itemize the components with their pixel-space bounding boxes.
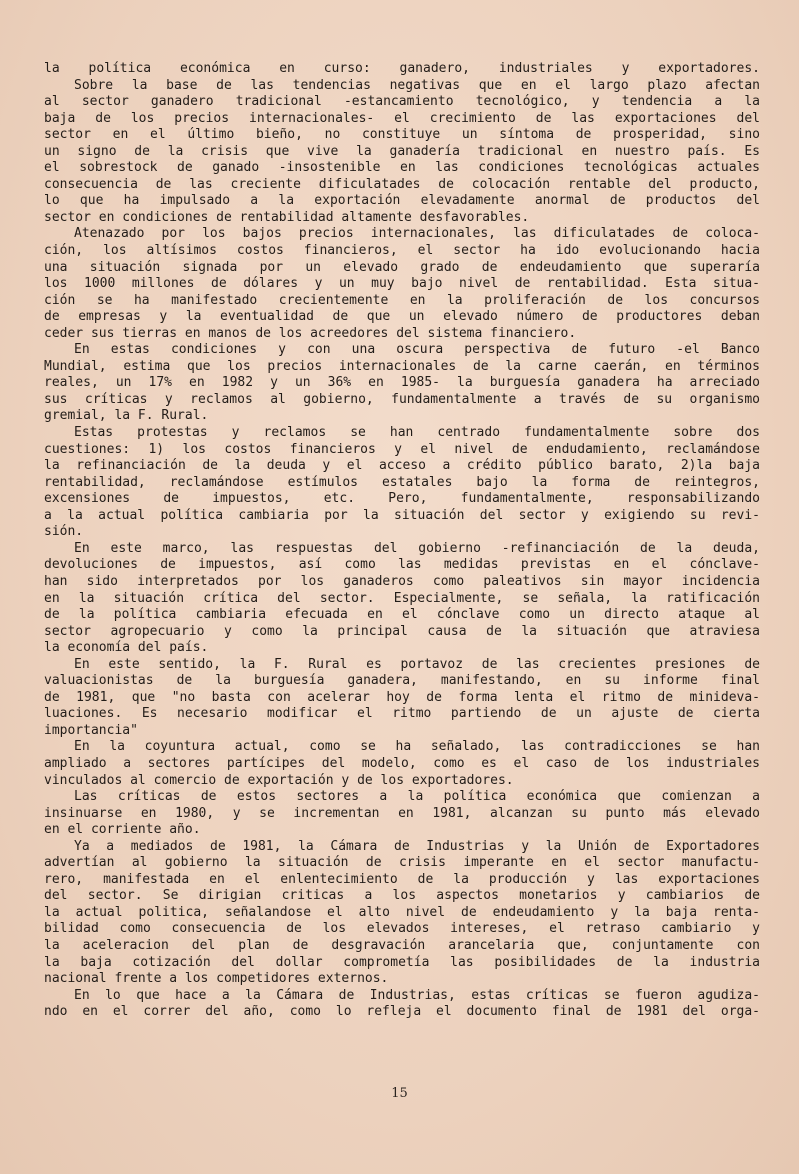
text-line: Ya a mediados de 1981, la Cámara de Industrias y la Unión de Exportadores [74, 838, 760, 854]
text-line: Estas protestas y reclamos se han centrado fundamentalmente sobre dos [74, 425, 760, 441]
text-line: Las críticas de estos sectores a la política económica que comienzan a [74, 789, 760, 805]
body-text [44, 61, 760, 1021]
text-line: la refinanciación de la deuda y el acceso a crédito público barato, 2)la baja [44, 458, 760, 474]
text-line: sector agropecuario y como la principal causa de la situación que atraviesa [44, 623, 760, 639]
text-line: a la actual política cambiaria por la situación del sector y exigiendo su revi- [44, 507, 760, 523]
text-line: el sobrestock de ganado -insostenible en las condiciones tecnológicas actuales [44, 160, 760, 176]
text-line: al sector ganadero tradicional -estancamiento tecnológico, y tendencia a la [44, 94, 760, 110]
text-line: vinculados al comercio de exportación y de los exportadores. [44, 772, 514, 788]
text-line: la economía del país. [44, 640, 209, 656]
text-line: advertían al gobierno la situación de crisis imperante en el sector manufactu- [44, 855, 760, 871]
text-line: Mundial, estima que los precios internacionales de la carne caerán, en términos [44, 358, 760, 374]
text-line: Sobre la base de las tendencias negativas que en el largo plazo afectan [74, 77, 760, 93]
text-line: de empresas y la eventualidad de que un elevado número de productores deban [44, 309, 760, 325]
text-line: en la situación crítica del sector. Especialmente, se señala, la ratificación [44, 590, 760, 606]
text-line: ampliado a sectores partícipes del modelo, como es el caso de los industriales [44, 755, 760, 771]
page-number: 15 [391, 1086, 408, 1101]
text-line: la política económica en curso: ganadero, industriales y exportadores. [44, 61, 760, 76]
text-line: los 1000 millones de dólares y un muy bajo nivel de rentabilidad. Esta situa- [44, 276, 760, 292]
text-line: sector en el último bieño, no constituye un síntoma de prosperidad, sino [44, 127, 760, 143]
text-line: En estas condiciones y con una oscura perspectiva de futuro -el Banco [74, 342, 760, 358]
text-line: rero, manifestada en el enlentecimiento de la producción y las exportaciones [44, 871, 760, 887]
text-line: reales, un 17% en 1982 y un 36% en 1985- la burguesía ganadera ha arreciado [44, 375, 760, 391]
text-line: de 1981, que "no basta con acelerar hoy de forma lenta el ritmo de minideva- [44, 689, 760, 705]
text-line: luaciones. Es necesario modificar el ritmo partiendo de un ajuste de cierta [44, 706, 760, 722]
text-line: del sector. Se dirigian criticas a los aspectos monetarios y cambiarios de [44, 888, 760, 904]
text-line: En este sentido, la F. Rural es portavoz de las crecientes presiones de [74, 656, 760, 672]
text-line: rentabilidad, reclamándose estímulos estatales bajo la forma de reintegros, [44, 474, 760, 490]
text-line: insinuarse en 1980, y se incrementan en 1981, alcanzan su punto más elevado [44, 805, 760, 821]
text-line: ceder sus tierras en manos de los acreedores del sistema financiero. [44, 325, 577, 341]
text-line: baja de los precios internacionales- el crecimiento de las exportaciones del [44, 110, 760, 126]
text-line: ndo en el correr del año, como lo refleja el documento final de 1981 del orga- [44, 1004, 760, 1020]
text-line: ción se ha manifestado crecientemente en la proliferación de los concursos [44, 292, 760, 308]
text-line: bilidad como consecuencia de los elevados intereses, el retraso cambiario y [44, 921, 760, 937]
text-line: la baja cotización del dollar comprometía las posibilidades de la industria [44, 954, 760, 970]
text-line: de la política cambiaria efecuada en el cónclave como un directo ataque al [44, 607, 760, 623]
text-line: gremial, la F. Rural. [44, 408, 209, 424]
text-line: una situación signada por un elevado grado de endeudamiento que superaría [44, 259, 760, 275]
text-line: nacional frente a los competidores externos. [44, 971, 389, 987]
text-line: En la coyuntura actual, como se ha señalado, las contradicciones se han [74, 739, 760, 755]
text-line: excensiones de impuestos, etc. Pero, fundamentalmente, responsabilizando [44, 491, 760, 507]
text-line: consecuencia de las creciente dificulatades de colocación rentable del producto, [44, 176, 760, 192]
text-line: sión. [44, 524, 84, 540]
text-line: sus críticas y reclamos al gobierno, fundamentalmente a través de su organismo [44, 391, 760, 407]
text-line: En este marco, las respuestas del gobierno -refinanciación de la deuda, [74, 540, 760, 556]
text-line: valuacionistas de la burguesía ganadera, manifestando, en su informe final [44, 673, 760, 689]
text-line: En lo que hace a la Cámara de Industrias, estas críticas se fueron agudiza- [74, 987, 760, 1003]
text-line: sector en condiciones de rentabilidad altamente desfavorables. [44, 209, 530, 225]
text-line: han sido interpretados por los ganaderos como paleativos sin mayor incidencia [44, 573, 760, 589]
text-line: devoluciones de impuestos, así como las medidas previstas en el cónclave- [44, 557, 760, 573]
text-line: lo que ha impulsado a la exportación elevadamente anormal de productos del [44, 193, 760, 209]
text-line: un signo de la crisis que vive la ganadería tradicional en nuestro país. Es [44, 143, 760, 159]
text-line: ción, los altísimos costos financieros, el sector ha ido evolucionando hacia [44, 243, 760, 259]
text-line: la actual politica, señalandose el alto nivel de endeudamiento y la baja renta- [44, 904, 760, 920]
text-line: cuestiones: 1) los costos financieros y el nivel de endudamiento, reclamándose [44, 441, 760, 457]
text-line: importancia" [44, 722, 138, 738]
text-line: en el corriente año. [44, 822, 201, 838]
text-line: la aceleracion del plan de desgravación arancelaria que, conjuntamente con [44, 937, 760, 953]
text-line: Atenazado por los bajos precios internacionales, las dificulatades de coloca- [74, 226, 760, 242]
